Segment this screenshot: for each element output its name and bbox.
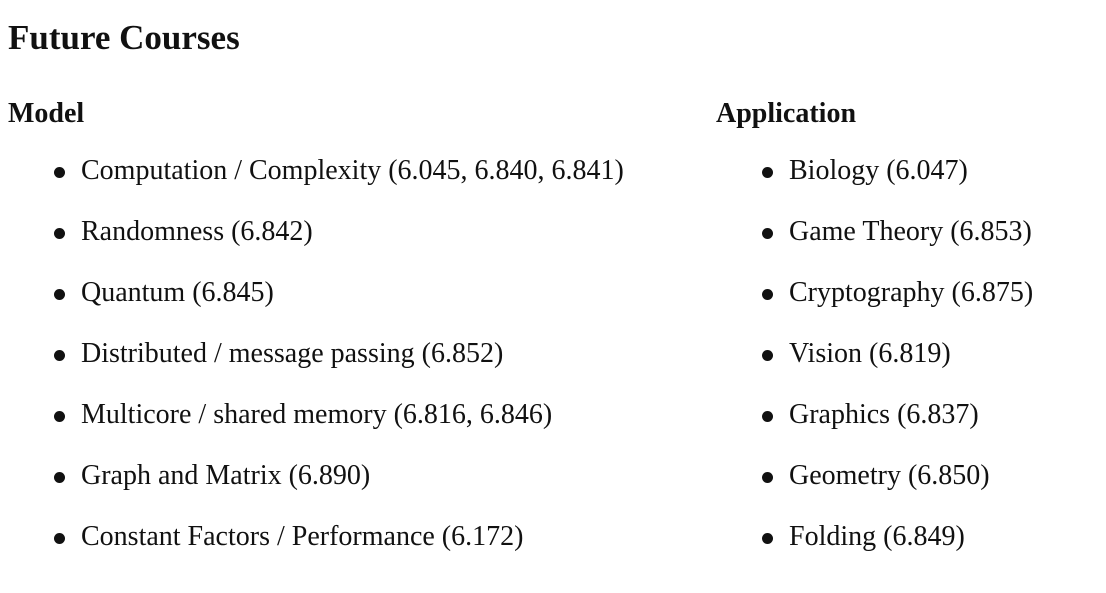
model-course-item — [8, 397, 688, 458]
application-course-item — [716, 153, 1096, 214]
bullet-icon — [762, 289, 773, 300]
application-course-label: Vision (6.819) — [789, 338, 951, 369]
application-course-label: Biology (6.047) — [789, 155, 968, 186]
application-course-item — [716, 214, 1096, 275]
model-course-item — [8, 519, 688, 580]
application-column — [716, 96, 1096, 580]
bullet-icon — [54, 289, 65, 300]
application-course-item — [716, 519, 1096, 580]
application-course-item — [716, 397, 1096, 458]
model-course-list — [8, 153, 688, 580]
model-course-label: Multicore / shared memory (6.816, 6.846) — [81, 399, 553, 430]
bullet-icon — [762, 472, 773, 483]
bullet-icon — [54, 472, 65, 483]
bullet-icon — [54, 411, 65, 422]
model-heading: Model — [8, 98, 85, 129]
model-course-label: Computation / Complexity (6.045, 6.840, 6.841) — [81, 155, 624, 186]
model-course-item — [8, 214, 688, 275]
bullet-icon — [762, 350, 773, 361]
model-course-label: Distributed / message passing (6.852) — [81, 338, 504, 369]
model-course-label: Quantum (6.845) — [81, 277, 274, 308]
bullet-icon — [54, 167, 65, 178]
application-course-item — [716, 458, 1096, 519]
bullet-icon — [54, 228, 65, 239]
bullet-icon — [54, 350, 65, 361]
bullet-icon — [762, 533, 773, 544]
model-course-label: Graph and Matrix (6.890) — [81, 460, 371, 491]
application-course-label: Cryptography (6.875) — [789, 277, 1034, 308]
application-course-label: Graphics (6.837) — [789, 399, 979, 430]
bullet-icon — [762, 411, 773, 422]
model-column — [8, 96, 688, 580]
bullet-icon — [762, 167, 773, 178]
model-course-item — [8, 336, 688, 397]
model-course-item — [8, 458, 688, 519]
application-course-label: Folding (6.849) — [789, 521, 965, 552]
application-course-list — [716, 153, 1096, 580]
bullet-icon — [54, 533, 65, 544]
application-course-item — [716, 275, 1096, 336]
application-course-item — [716, 336, 1096, 397]
model-course-item — [8, 153, 688, 214]
model-course-item — [8, 275, 688, 336]
model-course-label: Randomness (6.842) — [81, 216, 313, 247]
application-course-label: Game Theory (6.853) — [789, 216, 1032, 247]
bullet-icon — [762, 228, 773, 239]
application-course-label: Geometry (6.850) — [789, 460, 990, 491]
model-course-label: Constant Factors / Performance (6.172) — [81, 521, 524, 552]
page-title: Future Courses — [8, 18, 240, 57]
application-heading: Application — [716, 98, 857, 129]
